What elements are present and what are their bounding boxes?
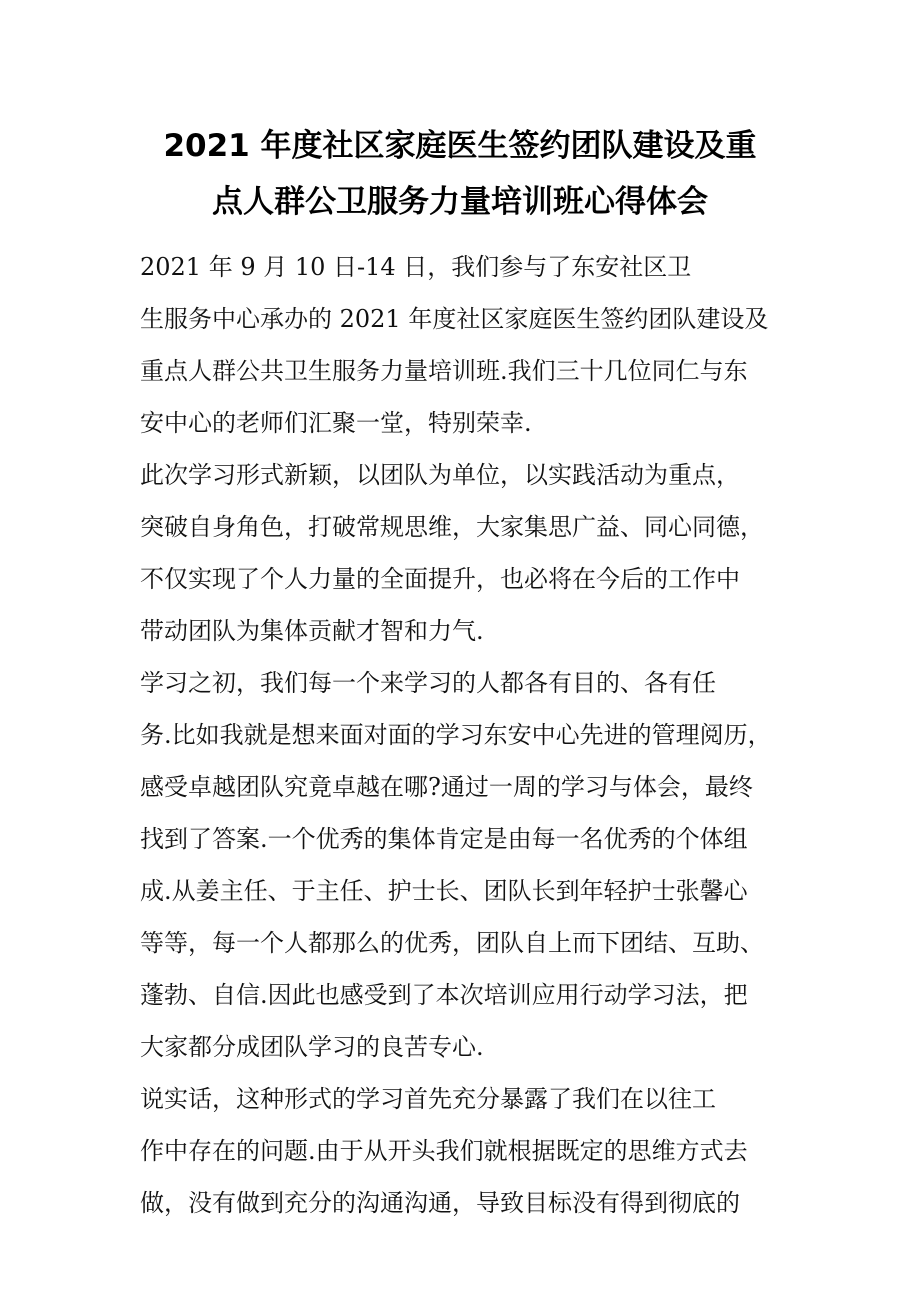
paragraph-4-line-1: 说实话，这种形式的学习首先充分暴露了我们在以往工 <box>140 1085 716 1113</box>
paragraph-3-line-5: 成.从姜主任、于主任、护士长、团队长到年轻护士张馨心 <box>140 877 748 905</box>
paragraph-1-line-1: 2021 年 9 月 10 日-14 日，我们参与了东安社区卫 <box>140 253 692 281</box>
paragraph-4-line-3: 做，没有做到充分的沟通沟通，导致目标没有得到彻底的 <box>140 1189 740 1217</box>
paragraph-3-line-8: 大家都分成团队学习的良苦专心. <box>140 1033 484 1061</box>
paragraph-3-line-1: 学习之初，我们每一个来学习的人都各有目的、各有任 <box>140 669 716 697</box>
paragraph-3-line-3: 感受卓越团队究竟卓越在哪?通过一周的学习与体会，最终 <box>140 773 753 801</box>
paragraph-2-line-3: 不仅实现了个人力量的全面提升，也必将在今后的工作中 <box>140 565 740 593</box>
paragraph-3-line-2: 务.比如我就是想来面对面的学习东安中心先进的管理阅历， <box>140 721 772 749</box>
paragraph-2-line-4: 带动团队为集体贡献才智和力气. <box>140 617 484 645</box>
title-line-1: 2021 年度社区家庭医生签约团队建设及重 <box>163 128 757 164</box>
paragraph-2-line-2: 突破自身角色，打破常规思维，大家集思广益、同心同德， <box>140 513 764 541</box>
document-title <box>0 118 920 230</box>
paragraph-1-line-4: 安中心的老师们汇聚一堂，特别荣幸. <box>140 409 532 437</box>
paragraph-3-line-7: 蓬勃、自信.因此也感受到了本次培训应用行动学习法，把 <box>140 981 748 1009</box>
paragraph-2-line-1: 此次学习形式新颖，以团队为单位，以实践活动为重点， <box>140 461 740 489</box>
paragraph-1-line-3: 重点人群公共卫生服务力量培训班.我们三十几位同仁与东 <box>140 357 748 385</box>
paragraph-3-line-4: 找到了答案.一个优秀的集体肯定是由每一名优秀的个体组 <box>140 825 748 853</box>
paragraph-3-line-6: 等等，每一个人都那么的优秀，团队自上而下团结、互助、 <box>140 929 764 957</box>
title-line-2: 点人群公卫服务力量培训班心得体会 <box>212 184 708 220</box>
paragraph-4-line-2: 作中存在的问题.由于从开头我们就根据既定的思维方式去 <box>140 1137 748 1165</box>
paragraph-1-line-2: 生服务中心承办的 2021 年度社区家庭医生签约团队建设及 <box>140 305 769 333</box>
